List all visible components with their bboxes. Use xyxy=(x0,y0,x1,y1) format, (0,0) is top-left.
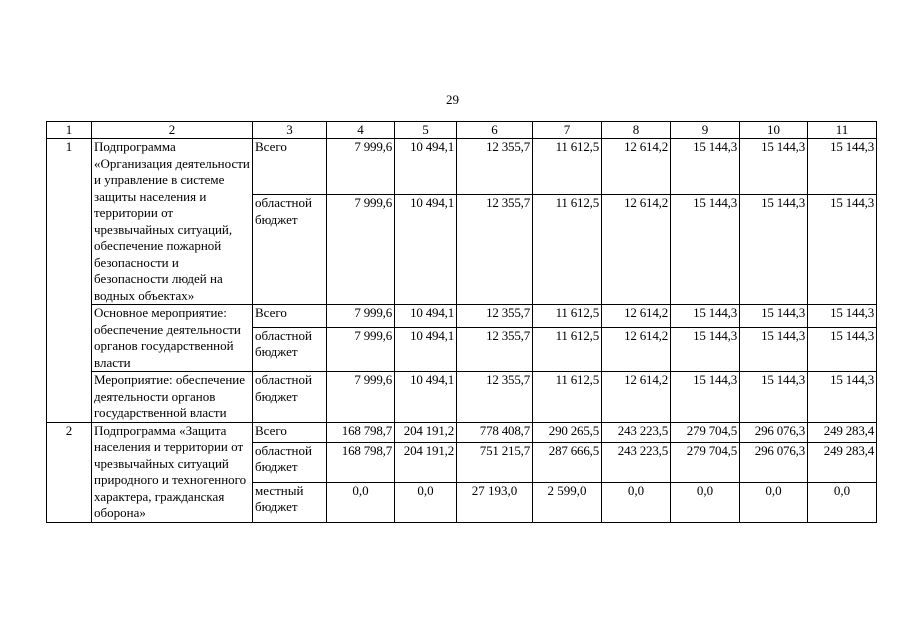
amount-cell: 15 144,3 xyxy=(740,139,808,195)
amount-cell: 287 666,5 xyxy=(533,442,602,482)
amount-cell: 11 612,5 xyxy=(533,195,602,305)
funding-source: Всего xyxy=(253,305,327,328)
amount-cell: 15 144,3 xyxy=(671,195,740,305)
amount-cell: 15 144,3 xyxy=(740,327,808,371)
amount-cell: 168 798,7 xyxy=(327,442,395,482)
amount-cell: 15 144,3 xyxy=(808,139,877,195)
column-header: 4 xyxy=(327,122,395,139)
row-number: 1 xyxy=(47,139,92,423)
amount-cell: 279 704,5 xyxy=(671,422,740,442)
amount-cell: 12 355,7 xyxy=(457,372,533,423)
amount-cell: 15 144,3 xyxy=(808,305,877,328)
amount-cell: 12 355,7 xyxy=(457,195,533,305)
amount-cell: 290 265,5 xyxy=(533,422,602,442)
column-header: 3 xyxy=(253,122,327,139)
amount-cell: 15 144,3 xyxy=(808,195,877,305)
amount-cell: 0,0 xyxy=(327,482,395,522)
amount-cell: 0,0 xyxy=(740,482,808,522)
amount-cell: 751 215,7 xyxy=(457,442,533,482)
amount-cell: 296 076,3 xyxy=(740,422,808,442)
amount-cell: 7 999,6 xyxy=(327,139,395,195)
amount-cell: 15 144,3 xyxy=(671,139,740,195)
column-header: 7 xyxy=(533,122,602,139)
funding-source: областной бюджет xyxy=(253,372,327,423)
column-header: 6 xyxy=(457,122,533,139)
amount-cell: 249 283,4 xyxy=(808,422,877,442)
amount-cell: 12 355,7 xyxy=(457,139,533,195)
amount-cell: 0,0 xyxy=(808,482,877,522)
column-header: 5 xyxy=(395,122,457,139)
amount-cell: 279 704,5 xyxy=(671,442,740,482)
amount-cell: 11 612,5 xyxy=(533,372,602,423)
amount-cell: 12 614,2 xyxy=(602,372,671,423)
amount-cell: 15 144,3 xyxy=(671,372,740,423)
amount-cell: 12 355,7 xyxy=(457,327,533,371)
funding-source: областной бюджет xyxy=(253,327,327,371)
amount-cell: 243 223,5 xyxy=(602,422,671,442)
amount-cell: 204 191,2 xyxy=(395,422,457,442)
amount-cell: 2 599,0 xyxy=(533,482,602,522)
row-number: 2 xyxy=(47,422,92,522)
amount-cell: 12 614,2 xyxy=(602,139,671,195)
column-header: 1 xyxy=(47,122,92,139)
amount-cell: 0,0 xyxy=(602,482,671,522)
amount-cell: 296 076,3 xyxy=(740,442,808,482)
amount-cell: 204 191,2 xyxy=(395,442,457,482)
amount-cell: 0,0 xyxy=(395,482,457,522)
funding-source: Всего xyxy=(253,422,327,442)
amount-cell: 12 614,2 xyxy=(602,305,671,328)
column-header: 2 xyxy=(92,122,253,139)
amount-cell: 7 999,6 xyxy=(327,305,395,328)
amount-cell: 10 494,1 xyxy=(395,139,457,195)
table-row xyxy=(47,422,877,442)
amount-cell: 10 494,1 xyxy=(395,372,457,423)
amount-cell: 7 999,6 xyxy=(327,195,395,305)
column-header: 9 xyxy=(671,122,740,139)
table-row xyxy=(47,305,877,328)
column-header: 10 xyxy=(740,122,808,139)
amount-cell: 11 612,5 xyxy=(533,139,602,195)
program-name: Подпрограмма «Защита населения и территории от чрезвычайных ситуаций природного и техногенного характера, гражданская оборона» xyxy=(92,422,253,522)
table-row xyxy=(47,139,877,195)
funding-source: местный бюджет xyxy=(253,482,327,522)
amount-cell: 11 612,5 xyxy=(533,327,602,371)
program-name: Подпрограмма «Организация деятельности и управление в системе защиты населения и территории от чрезвычайных ситуаций, обеспечение пожарной безопасности и безопасности людей на водных объектах» xyxy=(92,139,253,305)
amount-cell: 11 612,5 xyxy=(533,305,602,328)
amount-cell: 778 408,7 xyxy=(457,422,533,442)
program-name: Мероприятие: обеспечение деятельности органов государственной власти xyxy=(92,372,253,423)
header-row xyxy=(47,122,877,139)
program-name: Основное мероприятие: обеспечение деятельности органов государственной власти xyxy=(92,305,253,372)
amount-cell: 7 999,6 xyxy=(327,372,395,423)
amount-cell: 15 144,3 xyxy=(808,372,877,423)
funding-source: Всего xyxy=(253,139,327,195)
column-header: 11 xyxy=(808,122,877,139)
amount-cell: 15 144,3 xyxy=(671,305,740,328)
amount-cell: 12 355,7 xyxy=(457,305,533,328)
column-header: 8 xyxy=(602,122,671,139)
funding-source: областной бюджет xyxy=(253,195,327,305)
amount-cell: 10 494,1 xyxy=(395,195,457,305)
amount-cell: 12 614,2 xyxy=(602,195,671,305)
table-row xyxy=(47,372,877,423)
page-number: 29 xyxy=(446,92,459,107)
funding-source: областной бюджет xyxy=(253,442,327,482)
amount-cell: 249 283,4 xyxy=(808,442,877,482)
amount-cell: 0,0 xyxy=(671,482,740,522)
amount-cell: 27 193,0 xyxy=(457,482,533,522)
amount-cell: 168 798,7 xyxy=(327,422,395,442)
amount-cell: 12 614,2 xyxy=(602,327,671,371)
amount-cell: 15 144,3 xyxy=(740,372,808,423)
amount-cell: 243 223,5 xyxy=(602,442,671,482)
budget-table xyxy=(46,121,877,523)
amount-cell: 7 999,6 xyxy=(327,327,395,371)
amount-cell: 15 144,3 xyxy=(740,195,808,305)
amount-cell: 10 494,1 xyxy=(395,305,457,328)
amount-cell: 10 494,1 xyxy=(395,327,457,371)
amount-cell: 15 144,3 xyxy=(808,327,877,371)
budget-table-body xyxy=(47,122,877,523)
amount-cell: 15 144,3 xyxy=(671,327,740,371)
amount-cell: 15 144,3 xyxy=(740,305,808,328)
